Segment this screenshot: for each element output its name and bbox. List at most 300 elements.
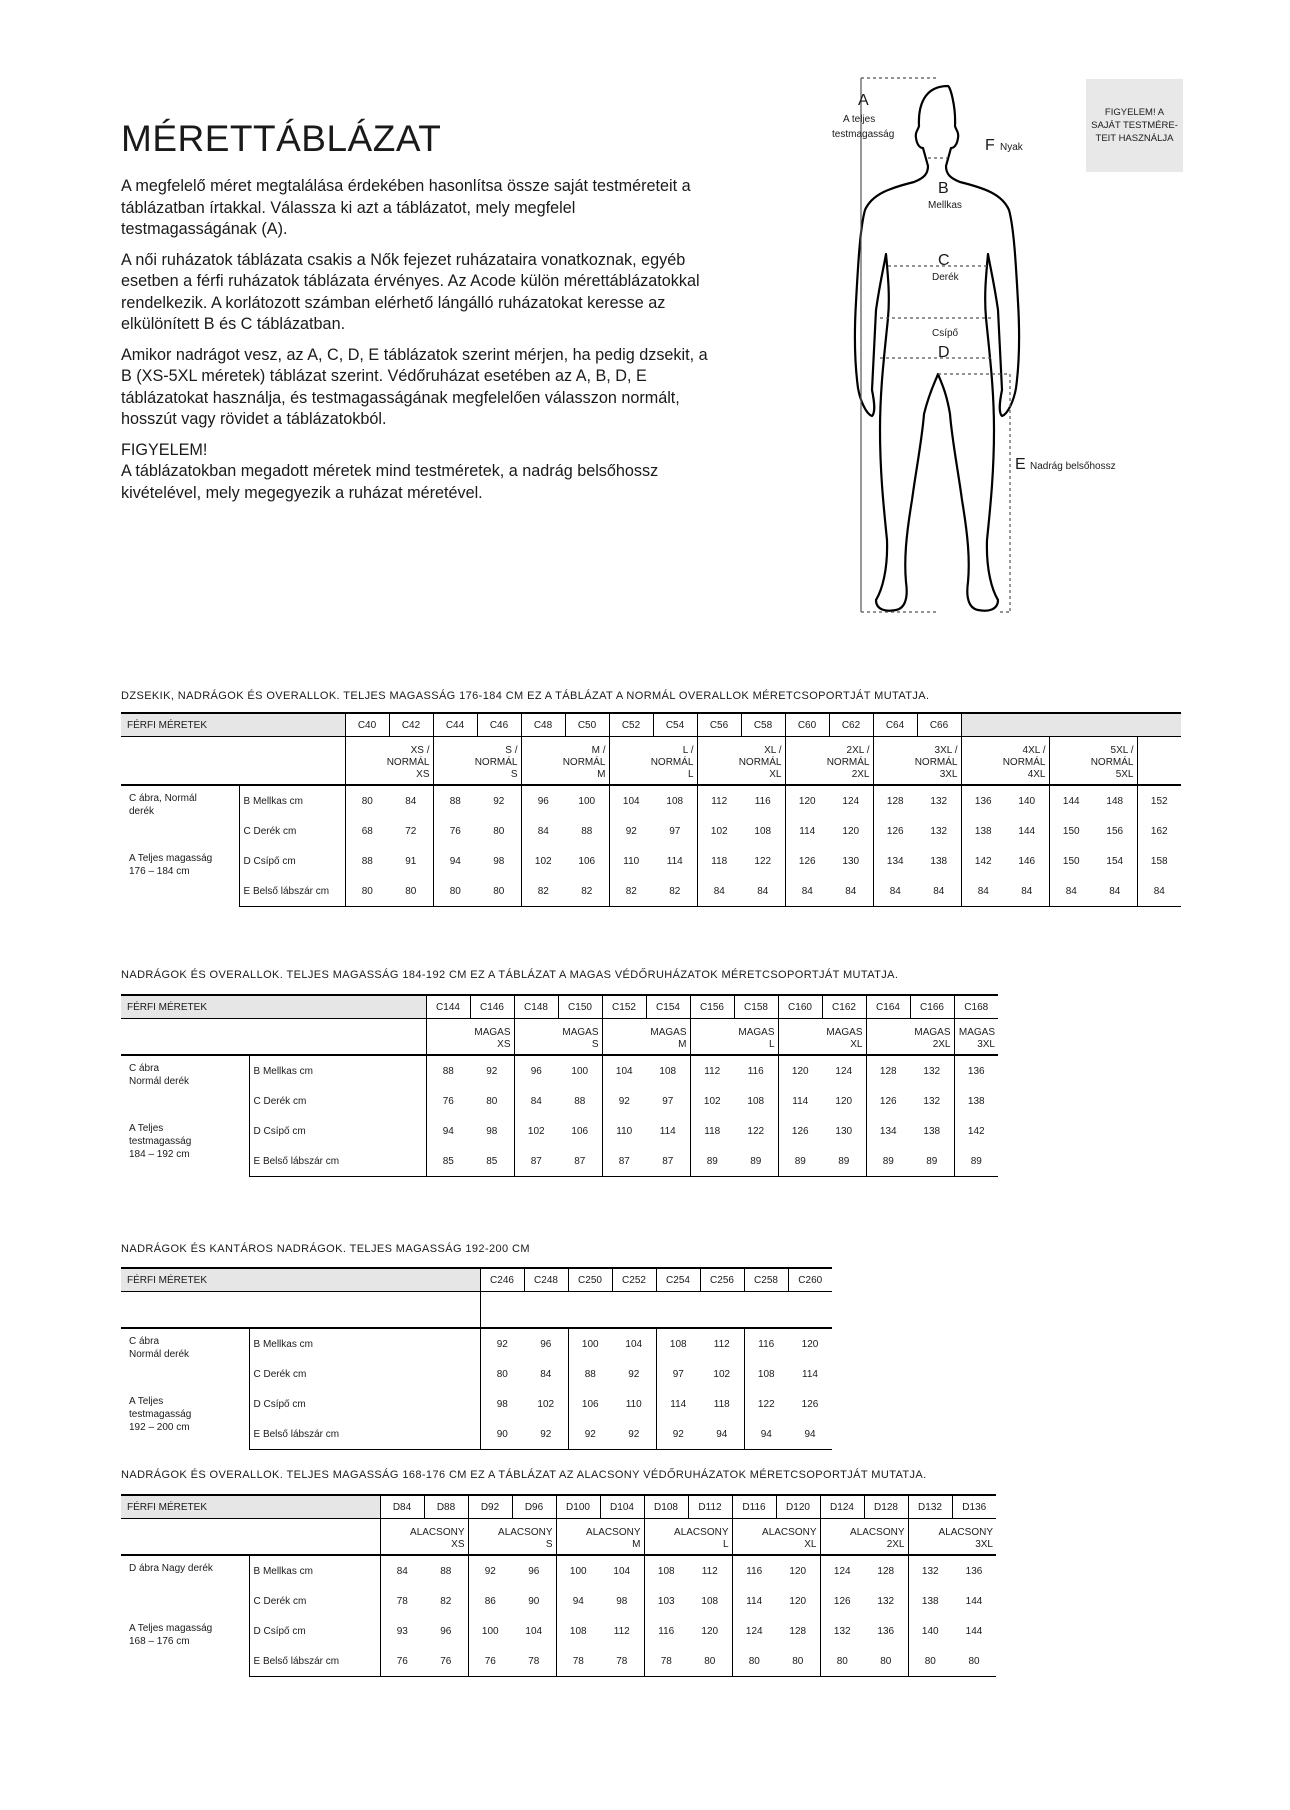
size-table-1: [121, 712, 1181, 907]
table-row: [121, 785, 1181, 816]
measure-value: 108: [659, 1065, 677, 1077]
measure-value: 88: [574, 1095, 586, 1107]
measure-value: 102: [521, 846, 565, 876]
measure-value: 91: [405, 855, 417, 867]
fig-d-letter: D: [938, 344, 950, 361]
size-label: [866, 1019, 954, 1056]
size-code: C166: [910, 995, 954, 1019]
size-label: [1049, 737, 1137, 786]
fig-f-letter: F: [985, 137, 995, 154]
fig-f-label: Nyak: [1000, 142, 1023, 153]
size-label-line: MAGAS: [562, 1027, 599, 1038]
measure-value: 85: [470, 1146, 514, 1177]
measure-value: 138: [930, 855, 948, 867]
size-code: D128: [864, 1495, 908, 1519]
group-label-line: A Teljes magasság: [129, 853, 213, 864]
measure-value: 148: [1106, 795, 1124, 807]
group-label-line: 176 – 184 cm: [129, 866, 190, 877]
group-label-line: derék: [129, 806, 155, 817]
size-label: [609, 737, 697, 786]
measure-value: 128: [873, 785, 917, 816]
size-label: [556, 1519, 644, 1556]
fig-c-letter: C: [938, 252, 950, 269]
measure-value: 126: [778, 1116, 822, 1146]
measure-value: 118: [713, 1398, 730, 1410]
measure-value: 128: [789, 1625, 807, 1637]
table-row: [121, 816, 1181, 846]
group-label: [121, 1116, 249, 1177]
measure-value: 84: [873, 876, 917, 907]
measure-value: 80: [864, 1646, 908, 1677]
measure-value: 142: [954, 1116, 998, 1146]
measure-value: 88: [433, 785, 477, 816]
measure-value: 76: [424, 1646, 468, 1677]
measure-label: D Csípő cm: [239, 846, 345, 876]
measure-value: 138: [908, 1586, 952, 1616]
size-label-line: ALACSONY: [850, 1527, 905, 1538]
measure-value: 84: [521, 816, 565, 846]
size-code: C164: [866, 995, 910, 1019]
measure-value: 114: [666, 855, 683, 867]
measure-value: 94: [433, 846, 477, 876]
size-label-line: NORMÁL: [386, 757, 430, 768]
measure-value: 92: [609, 816, 653, 846]
size-label: [345, 737, 433, 786]
measure-value: 118: [697, 846, 741, 876]
measure-value: 84: [405, 795, 417, 807]
measure-value: 78: [380, 1586, 424, 1616]
size-label-line: 3XL /: [934, 745, 958, 756]
measure-value: 92: [656, 1419, 700, 1450]
measure-value: 120: [701, 1625, 719, 1637]
measure-value: 144: [1049, 785, 1093, 816]
measure-value: 94: [556, 1586, 600, 1616]
label-row-blank: [480, 1292, 832, 1329]
measure-value: 126: [866, 1086, 910, 1116]
measure-value: 72: [405, 825, 417, 837]
size-code: C152: [602, 995, 646, 1019]
measure-value: 122: [744, 1389, 788, 1419]
measure-value: 88: [440, 1565, 452, 1577]
measure-value: 120: [789, 1595, 807, 1607]
measure-value: 97: [662, 1095, 674, 1107]
measure-value: 110: [609, 846, 653, 876]
measure-label: E Belső lábszár cm: [249, 1419, 480, 1450]
measure-value: 80: [952, 1646, 996, 1677]
size-label-line: NORMÁL: [738, 757, 782, 768]
size-label-line: XL: [850, 1039, 863, 1050]
measure-value: 78: [556, 1646, 600, 1677]
size-label: [602, 1019, 690, 1056]
measure-value: 120: [835, 1095, 853, 1107]
size-code: C42: [389, 713, 433, 737]
intro-paragraph-4: FIGYELEM! A táblázatokban megadott méretek mind testméretek, a nadrág belsőhossz kivételével, mely megegyezik a ruházat méretével.: [121, 440, 659, 502]
size-label-line: S: [545, 1539, 553, 1550]
size-label: [954, 1019, 998, 1056]
size-code: D92: [468, 1495, 512, 1519]
measure-value: 150: [1049, 816, 1093, 846]
table-row: [121, 1116, 998, 1146]
measure-value: 138: [961, 816, 1005, 846]
measure-value: 92: [602, 1086, 646, 1116]
intro-paragraph-2: A női ruházatok táblázata csakis a Nők fejezet ruházataira vonatkoznak, egyéb esetben a férfi ruházatok táblázata érvényes. Az Acode külön mérettáblázatokkal rendelkezik. A korlátozott számban elérhető lángálló ruházatokat keresse az elkülönített B és C táblázatban.: [121, 250, 700, 333]
size-label: [732, 1519, 820, 1556]
size-label: [514, 1019, 602, 1056]
measure-value: 84: [741, 876, 785, 907]
body-figure-icon: [840, 70, 1140, 640]
table-row: [121, 1146, 998, 1177]
measure-value: 102: [697, 816, 741, 846]
measure-label: B Mellkas cm: [249, 1055, 426, 1086]
size-code: D124: [820, 1495, 864, 1519]
fig-a-label-2: testmagasság: [832, 129, 895, 140]
group-label-line: A Teljes magasság: [129, 1623, 213, 1634]
table-row: [121, 876, 1181, 907]
size-code: C260: [788, 1268, 832, 1292]
measure-label: B Mellkas cm: [249, 1328, 480, 1359]
size-code: C258: [744, 1268, 788, 1292]
size-code: C250: [568, 1268, 612, 1292]
size-code: C146: [470, 995, 514, 1019]
measure-value: 80: [776, 1646, 820, 1677]
measure-value: 144: [965, 1625, 983, 1637]
group-label: [121, 1616, 249, 1677]
measure-value: 88: [345, 846, 389, 876]
size-code: C144: [426, 995, 470, 1019]
measure-value: 89: [866, 1146, 910, 1177]
measure-value: 120: [785, 785, 829, 816]
intro-paragraph-1: A megfelelő méret megtalálása érdekében hasonlítsa össze saját testméreteit a táblázatban írtakkal. Válassza ki azt a táblázatot, mely megfelel testmagasságának (A).: [121, 177, 691, 238]
measure-value: 87: [602, 1146, 646, 1177]
size-code: C162: [822, 995, 866, 1019]
size-label-line: 2XL: [932, 1039, 951, 1050]
measure-value: 92: [468, 1555, 512, 1586]
table-3-title: NADRÁGOK ÉS KANTÁROS NADRÁGOK. TELJES MAGASSÁG 192-200 CM: [121, 1243, 530, 1255]
size-label-line: 2XL: [851, 769, 870, 780]
measure-value: 76: [426, 1086, 470, 1116]
size-label-line: XS: [416, 769, 430, 780]
measure-value: 78: [600, 1646, 644, 1677]
measure-value: 104: [525, 1625, 543, 1637]
measure-value: 124: [835, 1065, 853, 1077]
measure-value: 89: [734, 1146, 778, 1177]
size-label-line: ALACSONY: [674, 1527, 729, 1538]
size-label-line: NORMÁL: [562, 757, 606, 768]
measure-value: 158: [1137, 846, 1181, 876]
table-row: [121, 1616, 996, 1646]
measure-label: D Csípő cm: [249, 1116, 426, 1146]
measure-value: 132: [930, 825, 948, 837]
measure-value: 134: [866, 1116, 910, 1146]
size-code: D84: [380, 1495, 424, 1519]
size-label-line: MAGAS: [474, 1027, 511, 1038]
measure-value: 84: [697, 876, 741, 907]
table-header-label: FÉRFI MÉRETEK: [121, 1268, 480, 1292]
measure-value: 146: [1018, 855, 1036, 867]
measure-value: 80: [908, 1646, 952, 1677]
measure-value: 106: [568, 1389, 612, 1419]
size-code: C148: [514, 995, 558, 1019]
measure-value: 87: [646, 1146, 690, 1177]
measure-value: 124: [842, 795, 860, 807]
measure-value: 114: [659, 1125, 676, 1137]
measure-value: 86: [468, 1586, 512, 1616]
measure-value: 130: [842, 855, 860, 867]
measure-value: 97: [669, 825, 681, 837]
measure-value: 126: [785, 846, 829, 876]
measure-label: B Mellkas cm: [249, 1555, 380, 1586]
measure-value: 92: [612, 1419, 656, 1450]
size-label: [433, 737, 521, 786]
size-label-line: 5XL /: [1110, 745, 1134, 756]
measure-value: 108: [556, 1616, 600, 1646]
size-label-line: M /: [591, 745, 606, 756]
size-label-line: NORMÁL: [914, 757, 958, 768]
size-label-line: MAGAS: [826, 1027, 863, 1038]
measure-value: 80: [345, 876, 389, 907]
measure-value: 68: [345, 816, 389, 846]
size-code: C58: [741, 713, 785, 737]
measure-value: 84: [1093, 876, 1137, 907]
measure-value: 116: [747, 1065, 764, 1077]
measure-value: 104: [613, 1565, 631, 1577]
measure-value: 140: [1018, 795, 1036, 807]
measure-value: 82: [609, 876, 653, 907]
size-label: [690, 1019, 778, 1056]
fig-b-letter: B: [938, 180, 949, 197]
size-label-line: XS: [451, 1539, 465, 1550]
size-label: [468, 1519, 556, 1556]
size-label-line: MAGAS: [738, 1027, 775, 1038]
size-label: [778, 1019, 866, 1056]
measure-value: 84: [1005, 876, 1049, 907]
group-label: [121, 1555, 249, 1616]
table-row: [121, 1555, 996, 1586]
table-row: [121, 1646, 996, 1677]
measure-value: 78: [512, 1646, 556, 1677]
measure-value: 80: [688, 1646, 732, 1677]
size-label-line: S: [591, 1039, 599, 1050]
measure-value: 122: [754, 855, 772, 867]
measure-value: 89: [778, 1146, 822, 1177]
size-code: C52: [609, 713, 653, 737]
size-code: C156: [690, 995, 734, 1019]
size-code: C62: [829, 713, 873, 737]
measure-value: 116: [644, 1616, 688, 1646]
size-code: D104: [600, 1495, 644, 1519]
measure-value: 112: [701, 1565, 718, 1577]
measure-value: 130: [835, 1125, 853, 1137]
size-label: [785, 737, 873, 786]
size-label-line: L /: [682, 745, 694, 756]
measure-value: 108: [701, 1595, 719, 1607]
measure-value: 85: [426, 1146, 470, 1177]
measure-value: 114: [656, 1389, 700, 1419]
measure-value: 96: [540, 1338, 552, 1350]
measure-value: 150: [1049, 846, 1093, 876]
size-code: C60: [785, 713, 829, 737]
group-label-line: C ábra: [129, 1336, 160, 1347]
table-row: [121, 1586, 996, 1616]
measure-value: 90: [528, 1595, 540, 1607]
table-header-label: FÉRFI MÉRETEK: [121, 995, 426, 1019]
size-label: [961, 737, 1049, 786]
size-label-line: MAGAS: [958, 1027, 995, 1038]
fig-a-label-1: A teljes: [843, 114, 876, 125]
measure-value: 76: [468, 1646, 512, 1677]
size-code: C56: [697, 713, 741, 737]
measure-value: 142: [961, 846, 1005, 876]
measure-value: 82: [653, 876, 697, 907]
measure-value: 132: [877, 1595, 895, 1607]
group-label-line: A Teljes: [129, 1396, 164, 1407]
label-row-blank: [1137, 737, 1181, 786]
measure-label: E Belső lábszár cm: [249, 1146, 426, 1177]
measure-value: 122: [747, 1125, 765, 1137]
size-table-2: [121, 994, 998, 1177]
measure-value: 82: [565, 876, 609, 907]
header-fill: [961, 713, 1181, 737]
measure-value: 104: [602, 1055, 646, 1086]
measure-value: 114: [732, 1586, 776, 1616]
measure-value: 128: [866, 1055, 910, 1086]
measure-value: 80: [389, 876, 433, 907]
table-row: [121, 846, 1181, 876]
size-code: C256: [700, 1268, 744, 1292]
measure-value: 100: [571, 1065, 589, 1077]
measure-value: 78: [644, 1646, 688, 1677]
measure-value: 132: [908, 1555, 952, 1586]
measure-value: 114: [778, 1086, 822, 1116]
measure-value: 108: [744, 1359, 788, 1389]
size-code: C158: [734, 995, 778, 1019]
measure-value: 102: [514, 1116, 558, 1146]
measure-value: 92: [568, 1419, 612, 1450]
measure-value: 100: [578, 795, 596, 807]
measure-value: 106: [571, 1125, 589, 1137]
table-row: [121, 1086, 998, 1116]
measure-value: 88: [426, 1055, 470, 1086]
size-code: C66: [917, 713, 961, 737]
measure-label: D Csípő cm: [249, 1389, 480, 1419]
measure-value: 116: [732, 1555, 776, 1586]
measure-value: 132: [923, 1095, 941, 1107]
label-row-blank: [121, 737, 345, 786]
measure-value: 110: [602, 1116, 646, 1146]
measure-label: B Mellkas cm: [239, 785, 345, 816]
measure-value: 84: [829, 876, 873, 907]
size-label-line: M: [632, 1539, 641, 1550]
fig-e-label: Nadrág belsőhossz: [1030, 461, 1116, 472]
measure-value: 126: [873, 816, 917, 846]
measure-value: 108: [666, 795, 684, 807]
measure-value: 136: [954, 1055, 998, 1086]
measure-value: 82: [440, 1595, 452, 1607]
measure-value: 106: [578, 855, 596, 867]
size-code: D108: [644, 1495, 688, 1519]
size-code: C254: [656, 1268, 700, 1292]
measure-label: E Belső lábszár cm: [249, 1646, 380, 1677]
notice-text: FIGYELEM! A SAJÁT TESTMÉRE-TEIT HASZNÁLJA: [1091, 107, 1178, 144]
group-label-line: C ábra: [129, 1063, 160, 1074]
measure-value: 162: [1137, 816, 1181, 846]
size-label-line: L: [768, 1039, 775, 1050]
measure-value: 96: [514, 1055, 558, 1086]
size-code: D132: [908, 1495, 952, 1519]
measure-value: 89: [910, 1146, 954, 1177]
measure-value: 76: [380, 1646, 424, 1677]
measure-value: 92: [524, 1419, 568, 1450]
measure-value: 84: [961, 876, 1005, 907]
measure-value: 80: [433, 876, 477, 907]
size-label-line: 3XL: [975, 1539, 993, 1550]
measure-value: 120: [778, 1055, 822, 1086]
label-row-blank: [121, 1019, 426, 1056]
size-code: D88: [424, 1495, 468, 1519]
measure-value: 112: [613, 1625, 630, 1637]
measure-value: 96: [440, 1625, 452, 1637]
group-label-line: testmagasság: [129, 1409, 192, 1420]
size-code: C54: [653, 713, 697, 737]
measure-value: 100: [556, 1555, 600, 1586]
group-label-line: 192 – 200 cm: [129, 1422, 190, 1433]
size-label-line: NORMÁL: [1002, 757, 1046, 768]
measure-value: 94: [788, 1419, 832, 1450]
size-code: C48: [521, 713, 565, 737]
intro-paragraph-3: Amikor nadrágot vesz, az A, C, D, E táblázatok szerint mérjen, ha pedig dzsekit, a B (XS-5XL méretek) táblázat szerint. Védőruházat esetében az A, B, D, E táblázatokat használja, és testmagasságának megfelelően válasszon normált, hosszút vagy rövidet a táblázatokból.: [121, 345, 708, 428]
measure-value: 89: [954, 1146, 998, 1177]
measure-value: 120: [801, 1338, 819, 1350]
measure-value: 120: [789, 1565, 807, 1577]
measure-value: 84: [917, 876, 961, 907]
measure-value: 132: [923, 1065, 941, 1077]
size-code: C44: [433, 713, 477, 737]
table-2-title: NADRÁGOK ÉS OVERALLOK. TELJES MAGASSÁG 184-192 CM EZ A TÁBLÁZAT A MAGAS VÉDŐRUHÁZATOK MÉRETCSOPORTJÁT MUTATJA.: [121, 969, 899, 981]
measure-value: 136: [961, 785, 1005, 816]
group-label: [121, 785, 239, 846]
size-label: [521, 737, 609, 786]
group-label-line: testmagasság: [129, 1136, 192, 1147]
measure-value: 132: [930, 795, 948, 807]
fig-b-label: Mellkas: [928, 200, 962, 211]
table-row: [121, 1328, 832, 1359]
size-label-line: NORMÁL: [826, 757, 870, 768]
size-code: C40: [345, 713, 389, 737]
measure-value: 144: [965, 1595, 983, 1607]
measure-value: 84: [514, 1086, 558, 1116]
measure-value: 82: [521, 876, 565, 907]
measure-value: 126: [820, 1586, 864, 1616]
measure-value: 100: [568, 1328, 612, 1359]
measure-value: 110: [625, 1398, 642, 1410]
measure-value: 97: [656, 1359, 700, 1389]
measure-label: C Derék cm: [249, 1086, 426, 1116]
size-code: C168: [954, 995, 998, 1019]
measure-value: 120: [842, 825, 860, 837]
size-code: C150: [558, 995, 602, 1019]
measure-label: D Csípő cm: [249, 1616, 380, 1646]
size-label-line: 2XL: [886, 1539, 905, 1550]
group-label-line: Normál derék: [129, 1076, 190, 1087]
measure-value: 156: [1106, 825, 1124, 837]
size-table-3: [121, 1267, 832, 1450]
measure-value: 118: [690, 1116, 734, 1146]
measure-value: 134: [873, 846, 917, 876]
size-code: C252: [612, 1268, 656, 1292]
measure-value: 94: [426, 1116, 470, 1146]
measure-value: 87: [514, 1146, 558, 1177]
size-label-line: NORMÁL: [474, 757, 518, 768]
